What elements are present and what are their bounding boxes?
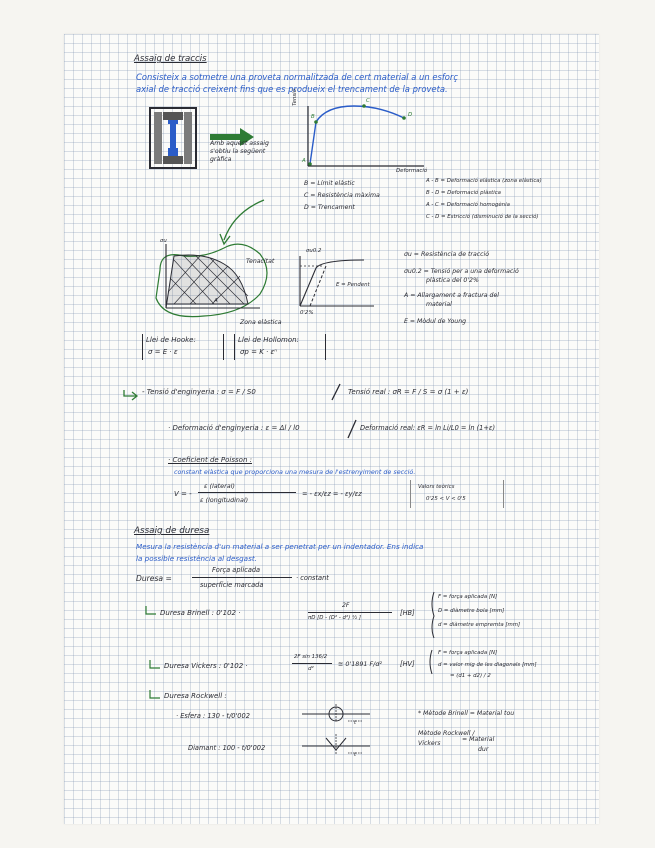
- legend-c: C = Resistència màxima: [304, 192, 380, 199]
- hooke-eq: σ = E · ε: [148, 348, 178, 356]
- notebook-page: [64, 34, 599, 824]
- def-a: A = Allargament a fractura del: [404, 292, 500, 299]
- brinell-def-d: D = diàmetre bola [mm]: [438, 608, 505, 614]
- rockwell-esfera: · Esfera : 130 - t/0'002: [176, 712, 250, 720]
- ball-indenter-icon: [302, 704, 370, 722]
- hollomon-title: Llei de Hollomon:: [238, 336, 299, 344]
- legend-cd: C - D = Estricció (disminució de la secció): [426, 214, 539, 220]
- rockwell-diamant: Diamant : 100 - t/0'002: [188, 744, 266, 752]
- vickers-unit: [HV]: [400, 660, 415, 668]
- graph-xlabel: Deformació: [396, 168, 428, 174]
- duresa-num: Força aplicada: [212, 566, 261, 574]
- poisson-vals-2: 0'25 < V < 0'5: [426, 496, 466, 502]
- sigma-u02-label: σu0.2: [306, 248, 322, 254]
- intro-line-2: axial de tracció creixent fins que es produeix el trencament de la proveta.: [136, 84, 448, 94]
- section-title-hardness: Assaig de duresa: [134, 526, 210, 536]
- method-note-1: * Mètode Brinell = Material tou: [418, 710, 515, 717]
- point-c: C: [366, 98, 370, 104]
- eng-strain: · Deformació d'enginyeria : ε = Δl / l0: [168, 424, 300, 432]
- legend-bd: B - D = Deformació plàstica: [426, 190, 501, 196]
- a-label: A: [214, 298, 218, 304]
- sigma-u-label: σu: [160, 238, 167, 244]
- legend-d: D = Trencament: [304, 204, 355, 211]
- fraction-line: [308, 612, 392, 613]
- zona-elastica-label: Zona elàstica: [240, 319, 282, 326]
- eng-stress: - Tensió d'enginyeria : σ = F / S0: [142, 388, 256, 396]
- poisson-vals-1: Valors teòrics: [418, 484, 455, 490]
- point-d: D: [408, 112, 413, 118]
- toughness-diagram: [156, 244, 267, 317]
- legend-ac: A - C = Deformació homogènia: [426, 202, 510, 208]
- real-stress: Tensió real : σR = F / S = σ (1 + ε): [348, 388, 469, 396]
- brinell-def-dd: d = diàmetre empremta [mm]: [438, 622, 521, 628]
- def-sigma-u: σu = Resistència de tracció: [404, 251, 490, 258]
- duresa-const: · constant: [296, 574, 329, 582]
- apparatus-note-2: s'obtiu la següent: [210, 148, 266, 155]
- method-note-5: dur: [478, 746, 489, 753]
- real-strain: Deformació real: εR = ln Li/L0 = ln (1+ε): [360, 424, 496, 432]
- vickers-def-f: F = força aplicada [N]: [438, 650, 498, 656]
- hooke-title: Llei de Hooke:: [146, 336, 196, 344]
- fraction-line: [292, 663, 332, 664]
- method-note-4: = Material: [462, 736, 495, 743]
- brinell-def-f: F = força aplicada [N]: [438, 594, 498, 600]
- apparatus-note-1: Amb aquest assaig: [210, 140, 269, 147]
- intro-line-1: Consisteix a sotmetre una proveta normalitzada de cert material a un esforç: [136, 72, 458, 82]
- drawings: [64, 34, 599, 824]
- brinell-unit: [HB]: [400, 609, 415, 617]
- def-e: E = Mòdul de Young: [404, 318, 467, 325]
- offset-yield-graph: [300, 256, 374, 306]
- poisson-desc: constant elàstica que proporciona una mesura de l'estrenyiment de secció.: [174, 468, 416, 476]
- brinell-den: πD [D - (D² - d²) ½ ]: [308, 615, 361, 621]
- section-title-tensile: Assaig de traccis: [134, 54, 207, 64]
- duresa-den: superfície marcada: [200, 581, 264, 589]
- point-b: B: [311, 114, 315, 120]
- def-a-cont: material: [426, 301, 452, 308]
- diamond-indenter-icon: [302, 734, 370, 754]
- vickers-den: d²: [308, 666, 314, 672]
- poisson-v: V = -: [174, 490, 192, 498]
- def-sigma-u02: σu0.2 = Tensió per a una deformació: [404, 268, 519, 275]
- offset-x-label: 0'2%: [300, 310, 314, 316]
- rockwell-label: Duresa Rockwell :: [164, 692, 227, 700]
- vickers-label: Duresa Vickers : 0'102 ·: [164, 662, 248, 670]
- poisson-den: ε (longitudinal): [200, 496, 249, 504]
- fraction-line: [198, 492, 296, 493]
- apparatus-note-3: gràfica: [210, 156, 232, 163]
- poisson-title: · Coeficient de Poisson :: [168, 456, 252, 464]
- hardness-desc-1: Mesura la resistència d'un material a ser penetrat per un indentador. Ens indica: [136, 542, 424, 551]
- tensile-machine-icon: [150, 108, 196, 168]
- stress-strain-graph: [308, 104, 424, 166]
- point-a: A: [302, 158, 306, 164]
- vickers-def-avg: = (d1 + d2) / 2: [450, 673, 491, 679]
- poisson-mid: = - εx/εz = - εy/εz: [302, 490, 362, 498]
- poisson-num: ε (lateral): [204, 482, 235, 490]
- graph-ylabel: Tensió: [292, 89, 298, 106]
- brinell-num: 2F: [342, 602, 350, 609]
- method-note-3: Vickers: [418, 740, 441, 747]
- tenacitat-label: Tenacitat: [246, 258, 275, 265]
- vickers-num: 2F sin 136/2: [294, 654, 328, 660]
- legend-ab: A - B = Deformació elàstica (zona elàstica): [426, 178, 542, 184]
- def-sigma-u02-cont: plàstica del 0'2%: [426, 277, 479, 284]
- fraction-line: [192, 577, 292, 578]
- method-note-2: Mètode Rockwell /: [418, 730, 475, 737]
- hardness-desc-2: la possible resistència al desgast.: [136, 554, 257, 563]
- duresa-label: Duresa =: [136, 574, 172, 583]
- pendent-label: E = Pendent: [336, 282, 370, 288]
- depth-t-2: t: [354, 752, 357, 758]
- depth-t-1: t: [354, 720, 357, 726]
- vickers-approx: ≅ 0'1891 F/d²: [338, 660, 382, 668]
- legend-b: B = Límit elàstic: [304, 180, 355, 187]
- brinell-label: Duresa Brinell : 0'102 ·: [160, 609, 241, 617]
- vickers-def-d: d = valor mig de les diagonals [mm]: [438, 662, 537, 668]
- hollomon-eq: σp = K · εⁿ: [240, 348, 278, 356]
